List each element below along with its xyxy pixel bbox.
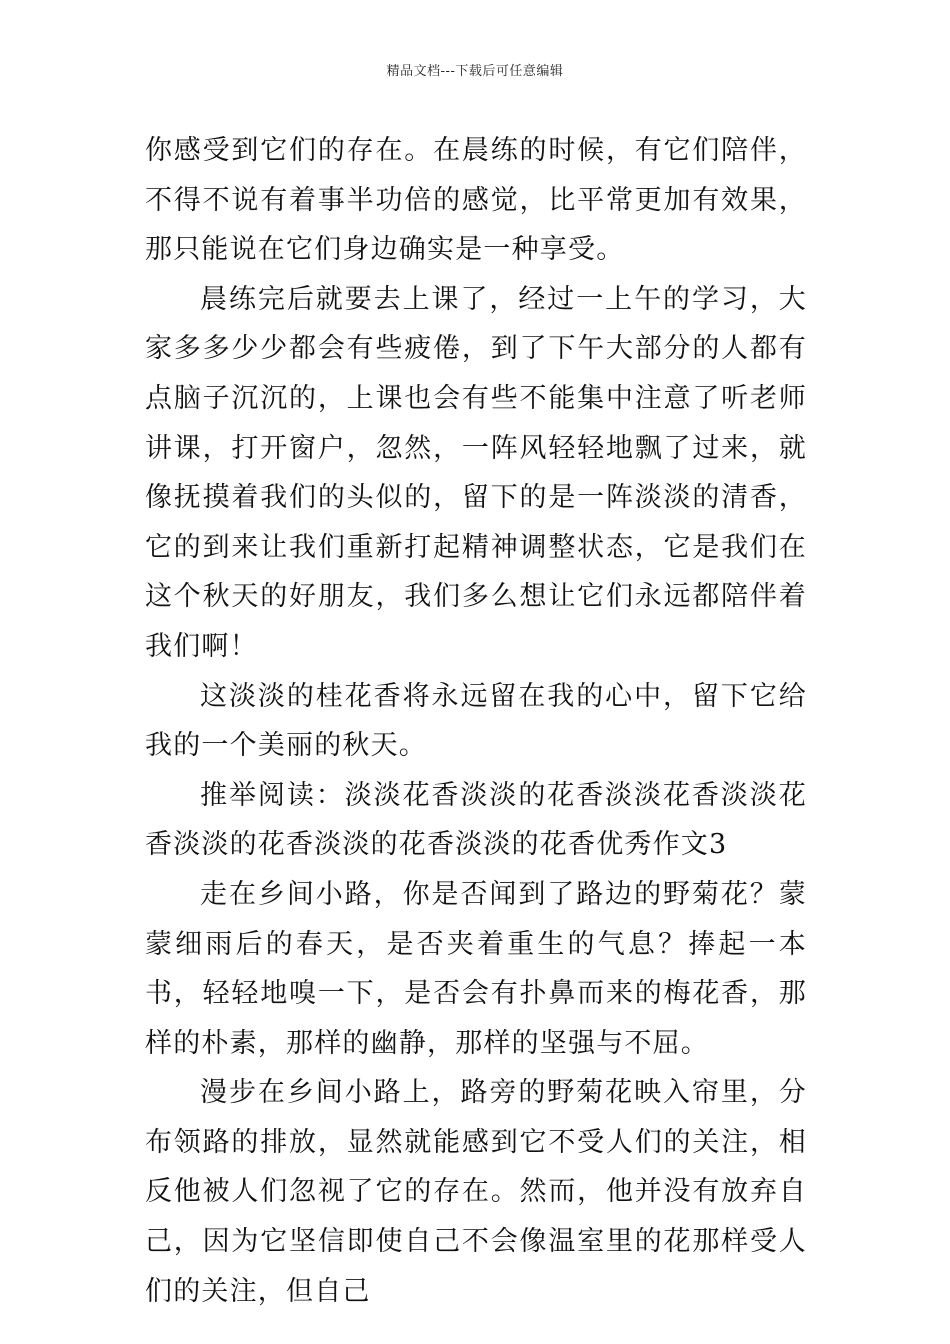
recommended-reading: 推举阅读：淡淡花香淡淡的花香淡淡花香淡淡花香淡淡的花香淡淡的花香淡淡的花香优秀作文3 — [145, 779, 807, 861]
document-body — [145, 126, 807, 1316]
paragraph: 走在乡间小路，你是否闻到了路边的野菊花？蒙蒙细雨后的春天，是否夹着重生的气息？捧起一本书，轻轻地嗅一下，是否会有扑鼻而来的梅花香，那样的朴素，那样的幽静，那样的坚强与不屈。 — [145, 878, 807, 1059]
paragraph-continuation: 你感受到它们的存在。在晨练的时候，有它们陪伴，不得不说有着事半功倍的感觉，比平常更加有效果，那只能说在它们身边确实是一种享受。 — [145, 135, 807, 266]
paragraph: 晨练完后就要去上课了，经过一上午的学习，大家多多少少都会有些疲倦，到了下午大部分的人都有点脑子沉沉的，上课也会有些不能集中注意了听老师讲课，打开窗户，忽然，一阵风轻轻地飘了过来，就像抚摸着我们的头似的，留下的是一阵淡淡的清香，它的到来让我们重新打起精神调整状态，它是我们在这个秋天的好朋友，我们多么想让它们永远都陪伴着我们啊！ — [145, 283, 807, 662]
paragraph: 漫步在乡间小路上，路旁的野菊花映入帘里，分布领路的排放，显然就能感到它不受人们的关注，相反他被人们忽视了它的存在。然而，他并没有放弃自己，因为它坚信即使自己不会像温室里的花那样受人们的关注，但自己 — [145, 1077, 807, 1307]
paragraph: 这淡淡的桂花香将永远留在我的心中，留下它给我的一个美丽的秋天。 — [145, 680, 807, 762]
page-header: 精品文档---下载后可任意编辑 — [386, 64, 564, 79]
